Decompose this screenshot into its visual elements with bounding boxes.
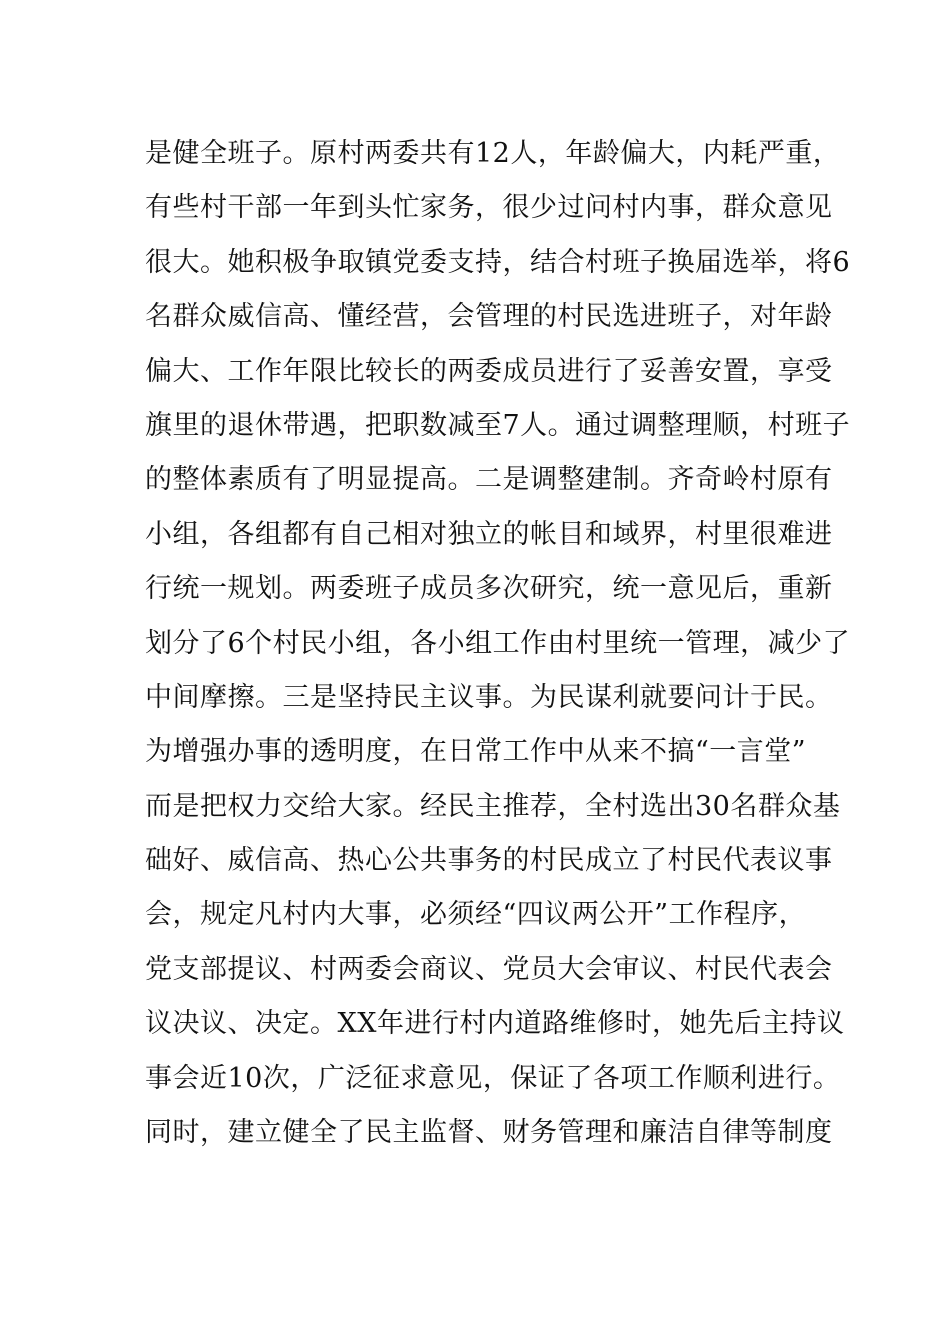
- text-line: 名群众威信高、懂经营，会管理的村民选进班子，对年龄: [145, 301, 833, 333]
- text-line: 事会近10次，广泛征求意见，保证了各项工作顺利进行。: [145, 1062, 841, 1094]
- text-line: 党支部提议、村两委会商议、党员大会审议、村民代表会: [145, 953, 833, 985]
- text-line: 中间摩擦。三是坚持民主议事。为民谋利就要问计于民。: [145, 681, 833, 713]
- text-line: 是健全班子。原村两委共有12人，年龄偏大，内耗严重，: [145, 138, 841, 169]
- text-line: 旗里的退休带遇，把职数减至7人。通过调整理顺，村班子: [145, 409, 851, 441]
- text-line: 划分了6个村民小组，各小组工作由村里统一管理，减少了: [145, 627, 851, 659]
- text-line: 础好、威信高、热心公共事务的村民成立了村民代表议事: [145, 845, 833, 877]
- text-line: 议决议、决定。XX年进行村内道路维修时，她先后主持议: [145, 1008, 845, 1040]
- text-line: 的整体素质有了明显提高。二是调整建制。齐奇岭村原有: [145, 464, 833, 496]
- text-line: 偏大、工作年限比较长的两委成员进行了妥善安置，享受: [145, 355, 833, 387]
- text-line: 为增强办事的透明度，在日常工作中从来不搞“一言堂”: [145, 736, 807, 768]
- text-line: 小组，各组都有自己相对独立的帐目和域界，村里很难进: [145, 518, 833, 550]
- body-text: [145, 127, 851, 1160]
- text-line: 会，规定凡村内大事，必须经“四议两公开”工作程序，: [145, 899, 807, 931]
- text-line: 同时，建立健全了民主监督、财务管理和廉洁自律等制度: [145, 1117, 833, 1149]
- text-line: 行统一规划。两委班子成员多次研究，统一意见后，重新: [145, 573, 833, 605]
- text-line: 而是把权力交给大家。经民主推荐，全村选出30名群众基: [145, 790, 841, 822]
- text-line: 很大。她积极争取镇党委支持，结合村班子换届选举，将6: [145, 246, 851, 278]
- text-line: 有些村干部一年到头忙家务，很少过问村内事，群众意见: [145, 192, 833, 224]
